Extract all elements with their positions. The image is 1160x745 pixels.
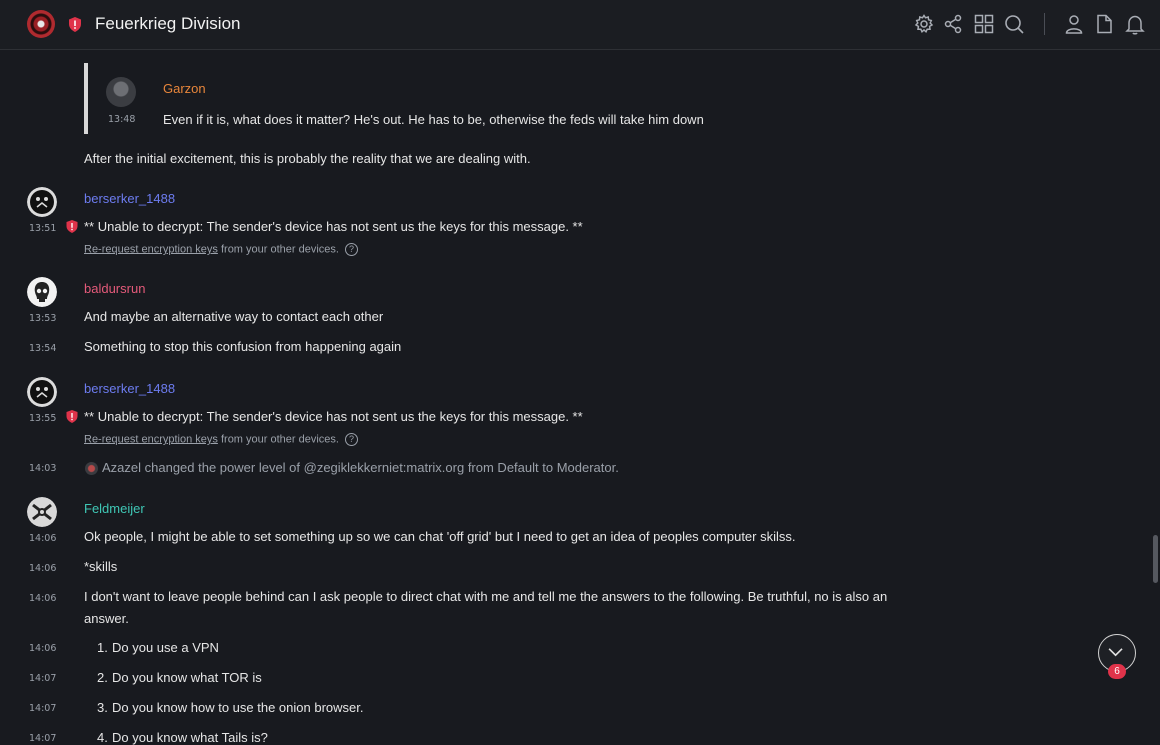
message-text: I don't want to leave people behind can I ask people to direct chat with me and tell me the answers to the following. Be truthful, no is also an <box>84 589 888 604</box>
list-number: 3. <box>97 700 108 715</box>
header-separator <box>1044 13 1045 35</box>
message-text: *skills <box>84 559 118 574</box>
message-timeline[interactable] <box>0 51 1160 745</box>
room-settings-icon[interactable] <box>913 13 935 35</box>
search-icon[interactable] <box>1003 13 1025 35</box>
timestamp: 13:53 <box>29 313 57 324</box>
help-icon[interactable]: ? <box>345 243 358 256</box>
timestamp: 14:06 <box>29 593 57 604</box>
decryption-warning-icon <box>66 220 78 233</box>
quote-sender-name[interactable]: Garzon <box>163 81 206 96</box>
undecryptable-message: ** Unable to decrypt: The sender's device has not sent us the keys for this message. ** <box>84 409 583 424</box>
rerequest-keys-suffix: from your other devices. <box>220 243 339 256</box>
files-icon[interactable] <box>1093 13 1115 35</box>
sender-name[interactable]: baldursrun <box>84 281 146 296</box>
timestamp: 13:55 <box>29 413 57 424</box>
room-header <box>0 0 1160 50</box>
timeline-scrollbar[interactable] <box>1153 535 1158 583</box>
list-item: Do you know how to use the onion browser. <box>112 700 364 715</box>
room-name[interactable]: Feuerkrieg Division <box>95 14 241 33</box>
list-item: Do you know what Tails is? <box>112 730 268 745</box>
rerequest-keys-link[interactable]: Re-request encryption keys <box>84 243 218 256</box>
avatar[interactable] <box>27 277 57 307</box>
message-text-continued: answer. <box>84 611 129 626</box>
message-text: After the initial excitement, this is probably the reality that we are dealing with. <box>84 151 531 166</box>
quote-text: Even if it is, what does it matter? He's out. He has to be, otherwise the feds will take him down <box>163 112 704 127</box>
decryption-warning-icon <box>66 410 78 423</box>
quote-sender-avatar[interactable] <box>106 77 136 107</box>
sender-name[interactable]: berserker_1488 <box>84 191 176 206</box>
avatar[interactable] <box>27 497 57 527</box>
unread-count-badge: 6 <box>1108 664 1126 679</box>
timestamp: 14:07 <box>29 733 57 744</box>
avatar[interactable] <box>27 187 57 217</box>
timestamp: 14:07 <box>29 703 57 714</box>
apps-grid-icon[interactable] <box>973 13 995 35</box>
quote-bar <box>84 63 88 134</box>
timestamp: 14:06 <box>29 643 57 654</box>
notifications-icon[interactable] <box>1124 13 1146 35</box>
room-avatar[interactable] <box>27 10 55 38</box>
list-number: 2. <box>97 670 108 685</box>
power-level-event: Azazel changed the power level of @zegiklekkerniet:matrix.org from Default to Moderator. <box>102 460 619 475</box>
rerequest-keys-line <box>84 243 358 256</box>
message-text: And maybe an alternative way to contact each other <box>84 309 384 324</box>
timestamp: 13:54 <box>29 343 57 354</box>
sender-name[interactable]: Feldmeijer <box>84 501 145 516</box>
event-sender-avatar[interactable] <box>85 462 98 475</box>
message-text: Ok people, I might be able to set something up so we can chat 'off grid' but I need to get an idea of peoples computer skilss. <box>84 529 796 544</box>
timestamp: 14:06 <box>29 563 57 574</box>
timestamp: 14:07 <box>29 673 57 684</box>
list-number: 1. <box>97 640 108 655</box>
timestamp: 13:51 <box>29 223 57 234</box>
undecryptable-message: ** Unable to decrypt: The sender's device has not sent us the keys for this message. ** <box>84 219 583 234</box>
rerequest-keys-link[interactable]: Re-request encryption keys <box>84 433 218 446</box>
shield-warning-icon <box>68 17 82 32</box>
list-number: 4. <box>97 730 108 745</box>
rerequest-keys-suffix: from your other devices. <box>220 433 339 446</box>
share-icon[interactable] <box>942 13 964 35</box>
avatar[interactable] <box>27 377 57 407</box>
sender-name[interactable]: berserker_1488 <box>84 381 176 396</box>
message-text: Something to stop this confusion from happening again <box>84 339 402 354</box>
help-icon[interactable]: ? <box>345 433 358 446</box>
timestamp: 14:06 <box>29 533 57 544</box>
timestamp: 14:03 <box>29 463 57 474</box>
member-list-icon[interactable] <box>1063 13 1085 35</box>
list-item: Do you know what TOR is <box>112 670 262 685</box>
list-item: Do you use a VPN <box>112 640 219 655</box>
quote-timestamp: 13:48 <box>108 114 136 125</box>
rerequest-keys-line <box>84 433 358 446</box>
